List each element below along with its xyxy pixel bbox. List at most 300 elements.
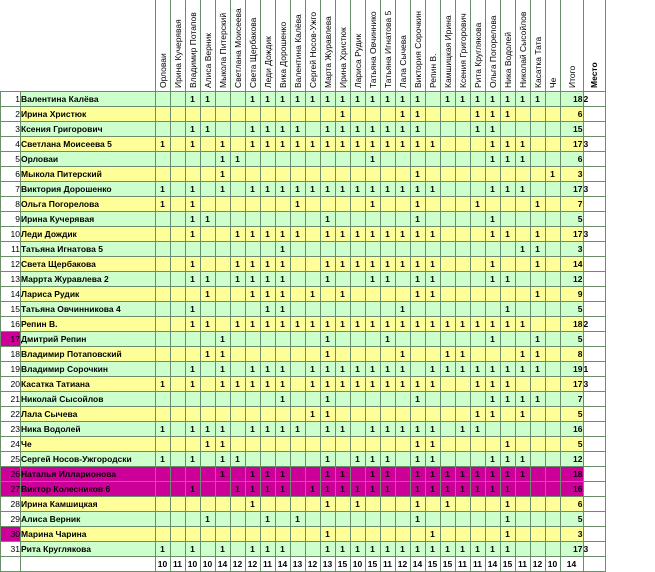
score-cell[interactable]: 1 — [260, 257, 275, 272]
score-cell[interactable] — [350, 512, 365, 527]
score-cell[interactable]: 1 — [515, 362, 530, 377]
score-cell[interactable] — [485, 197, 500, 212]
score-cell[interactable]: 1 — [380, 182, 395, 197]
score-cell[interactable]: 1 — [215, 377, 230, 392]
score-cell[interactable] — [515, 422, 530, 437]
score-cell[interactable]: 1 — [485, 542, 500, 557]
score-cell[interactable]: 1 — [200, 272, 215, 287]
score-cell[interactable] — [485, 302, 500, 317]
score-cell[interactable] — [365, 527, 380, 542]
score-cell[interactable]: 1 — [395, 302, 410, 317]
score-cell[interactable]: 1 — [440, 482, 455, 497]
score-cell[interactable]: 1 — [485, 407, 500, 422]
score-cell[interactable]: 1 — [380, 137, 395, 152]
score-cell[interactable]: 1 — [500, 92, 515, 107]
score-cell[interactable] — [200, 527, 215, 542]
score-cell[interactable] — [515, 167, 530, 182]
score-cell[interactable]: 1 — [515, 407, 530, 422]
score-cell[interactable] — [305, 527, 320, 542]
score-cell[interactable] — [350, 332, 365, 347]
score-cell[interactable]: 1 — [185, 257, 200, 272]
score-cell[interactable] — [260, 437, 275, 452]
score-cell[interactable] — [545, 407, 560, 422]
score-cell[interactable] — [275, 437, 290, 452]
score-cell[interactable]: 1 — [245, 287, 260, 302]
score-cell[interactable] — [155, 497, 170, 512]
score-cell[interactable] — [200, 152, 215, 167]
score-cell[interactable] — [515, 332, 530, 347]
score-cell[interactable]: 1 — [320, 317, 335, 332]
score-cell[interactable] — [380, 512, 395, 527]
score-cell[interactable] — [545, 212, 560, 227]
score-cell[interactable] — [380, 302, 395, 317]
score-cell[interactable]: 1 — [185, 137, 200, 152]
score-cell[interactable]: 1 — [500, 542, 515, 557]
score-cell[interactable] — [170, 422, 185, 437]
score-cell[interactable] — [170, 467, 185, 482]
score-cell[interactable] — [350, 392, 365, 407]
score-cell[interactable] — [305, 227, 320, 242]
score-cell[interactable] — [545, 182, 560, 197]
score-cell[interactable] — [230, 347, 245, 362]
score-cell[interactable]: 1 — [215, 332, 230, 347]
score-cell[interactable]: 1 — [365, 92, 380, 107]
score-cell[interactable] — [440, 197, 455, 212]
score-cell[interactable] — [185, 407, 200, 422]
score-cell[interactable] — [170, 122, 185, 137]
column-header[interactable] — [155, 0, 170, 92]
score-cell[interactable] — [350, 302, 365, 317]
score-cell[interactable] — [425, 347, 440, 362]
score-cell[interactable] — [335, 332, 350, 347]
score-cell[interactable] — [305, 332, 320, 347]
column-header[interactable] — [290, 0, 305, 92]
score-cell[interactable] — [455, 452, 470, 467]
score-cell[interactable]: 1 — [500, 377, 515, 392]
score-cell[interactable] — [530, 422, 545, 437]
score-cell[interactable] — [215, 272, 230, 287]
score-cell[interactable] — [215, 257, 230, 272]
score-cell[interactable] — [410, 527, 425, 542]
score-cell[interactable] — [365, 437, 380, 452]
score-cell[interactable] — [545, 302, 560, 317]
score-cell[interactable]: 1 — [380, 542, 395, 557]
score-cell[interactable] — [500, 212, 515, 227]
score-cell[interactable]: 1 — [320, 332, 335, 347]
score-cell[interactable] — [470, 302, 485, 317]
score-cell[interactable] — [350, 407, 365, 422]
score-cell[interactable]: 1 — [395, 377, 410, 392]
score-cell[interactable] — [545, 317, 560, 332]
score-cell[interactable]: 1 — [485, 362, 500, 377]
score-cell[interactable]: 1 — [320, 527, 335, 542]
score-cell[interactable] — [170, 152, 185, 167]
score-cell[interactable] — [260, 347, 275, 362]
score-cell[interactable] — [485, 422, 500, 437]
score-cell[interactable] — [275, 407, 290, 422]
score-cell[interactable] — [515, 377, 530, 392]
row-name-cell[interactable]: Владимир Сорочкин — [21, 362, 156, 377]
score-cell[interactable] — [485, 437, 500, 452]
column-header[interactable] — [215, 0, 230, 92]
score-cell[interactable] — [230, 287, 245, 302]
column-header[interactable] — [500, 0, 515, 92]
score-cell[interactable] — [320, 197, 335, 212]
score-cell[interactable]: 1 — [335, 227, 350, 242]
score-cell[interactable]: 1 — [260, 92, 275, 107]
score-cell[interactable] — [470, 137, 485, 152]
score-cell[interactable]: 1 — [305, 482, 320, 497]
score-cell[interactable]: 1 — [365, 317, 380, 332]
score-cell[interactable] — [380, 242, 395, 257]
score-cell[interactable]: 1 — [425, 452, 440, 467]
score-cell[interactable] — [500, 122, 515, 137]
score-cell[interactable]: 1 — [185, 377, 200, 392]
score-cell[interactable]: 1 — [365, 452, 380, 467]
score-cell[interactable]: 1 — [530, 197, 545, 212]
score-cell[interactable] — [230, 182, 245, 197]
score-cell[interactable]: 1 — [245, 317, 260, 332]
score-cell[interactable] — [455, 182, 470, 197]
score-cell[interactable] — [470, 437, 485, 452]
row-name-cell[interactable]: Владимир Потаповский — [21, 347, 156, 362]
score-cell[interactable]: 1 — [215, 542, 230, 557]
score-cell[interactable] — [500, 287, 515, 302]
score-cell[interactable]: 1 — [350, 257, 365, 272]
column-header[interactable] — [455, 0, 470, 92]
score-cell[interactable] — [305, 347, 320, 362]
score-cell[interactable] — [305, 167, 320, 182]
score-cell[interactable] — [275, 512, 290, 527]
score-cell[interactable]: 1 — [380, 422, 395, 437]
score-cell[interactable] — [545, 362, 560, 377]
score-cell[interactable] — [170, 227, 185, 242]
score-cell[interactable] — [545, 377, 560, 392]
score-cell[interactable]: 1 — [380, 452, 395, 467]
score-cell[interactable]: 1 — [320, 182, 335, 197]
score-cell[interactable] — [470, 332, 485, 347]
score-cell[interactable] — [185, 242, 200, 257]
score-cell[interactable] — [170, 197, 185, 212]
score-cell[interactable]: 1 — [350, 122, 365, 137]
score-cell[interactable]: 1 — [530, 347, 545, 362]
score-cell[interactable] — [440, 212, 455, 227]
score-cell[interactable]: 1 — [440, 92, 455, 107]
score-cell[interactable] — [170, 407, 185, 422]
column-header[interactable] — [185, 0, 200, 92]
score-cell[interactable] — [365, 392, 380, 407]
score-cell[interactable] — [485, 497, 500, 512]
score-cell[interactable] — [185, 167, 200, 182]
score-cell[interactable]: 1 — [500, 152, 515, 167]
score-cell[interactable] — [425, 152, 440, 167]
score-cell[interactable]: 1 — [350, 452, 365, 467]
score-cell[interactable]: 1 — [455, 467, 470, 482]
score-cell[interactable] — [245, 512, 260, 527]
score-cell[interactable]: 1 — [215, 167, 230, 182]
score-cell[interactable] — [230, 467, 245, 482]
score-cell[interactable] — [530, 122, 545, 137]
score-cell[interactable]: 1 — [155, 197, 170, 212]
column-header[interactable] — [545, 0, 560, 92]
score-cell[interactable] — [335, 437, 350, 452]
score-cell[interactable] — [440, 512, 455, 527]
score-cell[interactable]: 1 — [230, 482, 245, 497]
score-cell[interactable] — [530, 212, 545, 227]
score-cell[interactable] — [215, 497, 230, 512]
score-cell[interactable]: 1 — [275, 287, 290, 302]
score-cell[interactable] — [335, 392, 350, 407]
row-name-cell[interactable]: Леди Дождик — [21, 227, 156, 242]
score-cell[interactable]: 1 — [215, 182, 230, 197]
score-cell[interactable] — [530, 437, 545, 452]
score-cell[interactable] — [425, 212, 440, 227]
score-cell[interactable] — [395, 497, 410, 512]
score-cell[interactable] — [545, 152, 560, 167]
score-cell[interactable] — [230, 167, 245, 182]
score-cell[interactable] — [305, 452, 320, 467]
score-cell[interactable] — [515, 212, 530, 227]
score-cell[interactable]: 1 — [515, 392, 530, 407]
row-name-cell[interactable]: Татьяна Овчинникова 4 — [21, 302, 156, 317]
column-header[interactable] — [245, 0, 260, 92]
score-cell[interactable] — [155, 467, 170, 482]
score-cell[interactable] — [515, 272, 530, 287]
score-cell[interactable] — [500, 167, 515, 182]
score-cell[interactable] — [170, 542, 185, 557]
row-name-cell[interactable]: Дмитрий Репин — [21, 332, 156, 347]
score-cell[interactable] — [545, 392, 560, 407]
score-cell[interactable]: 1 — [245, 227, 260, 242]
score-cell[interactable] — [275, 212, 290, 227]
row-name-cell[interactable]: Светлана Моисеева 5 — [21, 137, 156, 152]
score-cell[interactable] — [290, 152, 305, 167]
score-cell[interactable]: 1 — [350, 227, 365, 242]
score-cell[interactable] — [215, 512, 230, 527]
score-cell[interactable] — [455, 137, 470, 152]
score-cell[interactable] — [230, 197, 245, 212]
score-cell[interactable]: 1 — [185, 122, 200, 137]
score-cell[interactable] — [455, 167, 470, 182]
score-cell[interactable] — [530, 272, 545, 287]
score-cell[interactable]: 1 — [470, 542, 485, 557]
score-cell[interactable]: 1 — [245, 122, 260, 137]
score-cell[interactable] — [455, 122, 470, 137]
row-name-cell[interactable]: Лала Сычева — [21, 407, 156, 422]
score-cell[interactable]: 1 — [200, 317, 215, 332]
score-cell[interactable] — [305, 197, 320, 212]
score-cell[interactable] — [410, 302, 425, 317]
score-cell[interactable]: 1 — [230, 227, 245, 242]
score-cell[interactable] — [200, 167, 215, 182]
score-cell[interactable] — [410, 242, 425, 257]
score-cell[interactable]: 1 — [425, 257, 440, 272]
score-cell[interactable] — [470, 497, 485, 512]
score-cell[interactable] — [365, 407, 380, 422]
score-cell[interactable]: 1 — [200, 512, 215, 527]
place-header[interactable] — [583, 0, 605, 92]
score-cell[interactable] — [200, 467, 215, 482]
score-cell[interactable] — [245, 212, 260, 227]
score-cell[interactable]: 1 — [320, 452, 335, 467]
score-cell[interactable] — [515, 122, 530, 137]
score-cell[interactable] — [200, 332, 215, 347]
score-cell[interactable]: 1 — [185, 92, 200, 107]
score-cell[interactable]: 1 — [515, 182, 530, 197]
score-cell[interactable]: 1 — [245, 422, 260, 437]
score-cell[interactable]: 1 — [410, 107, 425, 122]
score-cell[interactable] — [515, 197, 530, 212]
score-cell[interactable]: 1 — [335, 287, 350, 302]
score-cell[interactable] — [395, 332, 410, 347]
score-cell[interactable] — [245, 527, 260, 542]
score-cell[interactable] — [515, 287, 530, 302]
score-cell[interactable] — [185, 107, 200, 122]
score-cell[interactable] — [185, 467, 200, 482]
score-cell[interactable] — [290, 452, 305, 467]
score-cell[interactable]: 1 — [395, 422, 410, 437]
score-cell[interactable] — [155, 332, 170, 347]
score-cell[interactable] — [320, 152, 335, 167]
score-cell[interactable] — [515, 437, 530, 452]
score-cell[interactable] — [365, 302, 380, 317]
score-cell[interactable] — [350, 167, 365, 182]
score-cell[interactable] — [440, 122, 455, 137]
score-cell[interactable]: 1 — [425, 437, 440, 452]
score-cell[interactable]: 1 — [365, 182, 380, 197]
score-cell[interactable]: 1 — [185, 302, 200, 317]
score-cell[interactable]: 1 — [350, 542, 365, 557]
score-cell[interactable] — [170, 317, 185, 332]
score-cell[interactable] — [185, 347, 200, 362]
score-cell[interactable] — [455, 272, 470, 287]
score-cell[interactable] — [455, 497, 470, 512]
score-cell[interactable] — [365, 512, 380, 527]
score-cell[interactable] — [440, 287, 455, 302]
score-cell[interactable] — [395, 437, 410, 452]
score-cell[interactable]: 1 — [320, 392, 335, 407]
score-cell[interactable]: 1 — [260, 542, 275, 557]
score-cell[interactable] — [530, 482, 545, 497]
score-cell[interactable]: 1 — [350, 317, 365, 332]
score-cell[interactable] — [155, 407, 170, 422]
score-cell[interactable]: 1 — [245, 362, 260, 377]
score-cell[interactable]: 1 — [530, 362, 545, 377]
row-name-cell[interactable]: Ирина Кучерявая — [21, 212, 156, 227]
score-cell[interactable] — [215, 527, 230, 542]
score-cell[interactable] — [260, 332, 275, 347]
score-cell[interactable] — [545, 227, 560, 242]
score-cell[interactable] — [245, 197, 260, 212]
score-cell[interactable] — [215, 302, 230, 317]
score-cell[interactable] — [455, 257, 470, 272]
score-cell[interactable] — [335, 152, 350, 167]
score-cell[interactable] — [335, 512, 350, 527]
score-cell[interactable]: 1 — [470, 377, 485, 392]
score-cell[interactable]: 1 — [200, 122, 215, 137]
score-cell[interactable] — [320, 167, 335, 182]
column-header[interactable] — [170, 0, 185, 92]
score-cell[interactable]: 1 — [230, 317, 245, 332]
score-cell[interactable] — [290, 212, 305, 227]
score-cell[interactable]: 1 — [365, 257, 380, 272]
score-cell[interactable] — [230, 512, 245, 527]
score-cell[interactable] — [305, 107, 320, 122]
score-cell[interactable] — [410, 362, 425, 377]
score-cell[interactable]: 1 — [365, 362, 380, 377]
score-cell[interactable]: 1 — [275, 92, 290, 107]
score-cell[interactable]: 1 — [320, 212, 335, 227]
score-cell[interactable]: 1 — [335, 137, 350, 152]
score-cell[interactable]: 1 — [485, 122, 500, 137]
score-cell[interactable] — [440, 137, 455, 152]
score-cell[interactable]: 1 — [485, 452, 500, 467]
score-cell[interactable] — [350, 527, 365, 542]
score-cell[interactable] — [395, 272, 410, 287]
score-cell[interactable] — [155, 347, 170, 362]
score-cell[interactable] — [545, 422, 560, 437]
score-cell[interactable] — [230, 212, 245, 227]
score-cell[interactable]: 1 — [380, 317, 395, 332]
score-cell[interactable] — [245, 407, 260, 422]
score-cell[interactable] — [185, 392, 200, 407]
score-cell[interactable]: 1 — [500, 182, 515, 197]
score-cell[interactable]: 1 — [380, 92, 395, 107]
score-cell[interactable] — [155, 272, 170, 287]
score-cell[interactable]: 1 — [530, 242, 545, 257]
score-cell[interactable] — [515, 302, 530, 317]
row-name-cell[interactable]: Марина Чарина — [21, 527, 156, 542]
score-cell[interactable] — [425, 407, 440, 422]
score-cell[interactable]: 1 — [155, 422, 170, 437]
score-cell[interactable] — [305, 302, 320, 317]
score-cell[interactable]: 1 — [500, 482, 515, 497]
score-cell[interactable]: 1 — [200, 92, 215, 107]
score-cell[interactable] — [395, 527, 410, 542]
row-name-cell[interactable]: Че — [21, 437, 156, 452]
score-cell[interactable]: 1 — [200, 212, 215, 227]
score-cell[interactable] — [170, 377, 185, 392]
score-cell[interactable]: 1 — [260, 182, 275, 197]
score-cell[interactable]: 1 — [320, 497, 335, 512]
score-cell[interactable]: 1 — [380, 272, 395, 287]
score-cell[interactable]: 1 — [275, 137, 290, 152]
score-cell[interactable]: 1 — [545, 167, 560, 182]
score-cell[interactable]: 1 — [275, 362, 290, 377]
score-cell[interactable] — [155, 392, 170, 407]
score-cell[interactable]: 1 — [290, 137, 305, 152]
score-cell[interactable]: 1 — [515, 347, 530, 362]
score-cell[interactable] — [170, 242, 185, 257]
score-cell[interactable] — [290, 167, 305, 182]
score-cell[interactable] — [455, 377, 470, 392]
score-cell[interactable] — [305, 122, 320, 137]
score-cell[interactable]: 1 — [395, 137, 410, 152]
score-cell[interactable] — [515, 227, 530, 242]
score-cell[interactable] — [200, 407, 215, 422]
score-cell[interactable] — [425, 107, 440, 122]
score-cell[interactable]: 1 — [365, 482, 380, 497]
score-cell[interactable] — [455, 107, 470, 122]
score-cell[interactable]: 1 — [410, 437, 425, 452]
score-cell[interactable]: 1 — [500, 467, 515, 482]
row-name-cell[interactable]: Валентина Калёва — [21, 92, 156, 107]
score-cell[interactable] — [215, 287, 230, 302]
score-cell[interactable] — [155, 317, 170, 332]
score-cell[interactable]: 1 — [335, 122, 350, 137]
score-cell[interactable]: 1 — [350, 137, 365, 152]
score-cell[interactable]: 1 — [395, 227, 410, 242]
